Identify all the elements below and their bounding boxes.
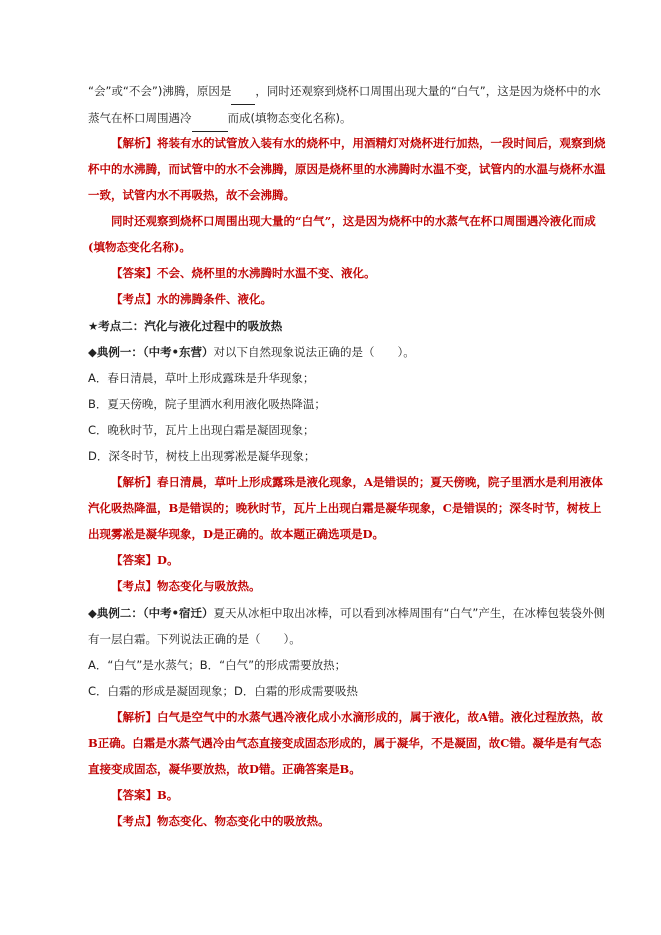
answer-1: 【答案】不会、烧杯里的水沸腾时水温不变、液化。 — [111, 266, 376, 280]
example-1-options — [88, 365, 608, 469]
example-1-heading: ◆典例一：（中考•东营） — [88, 345, 214, 359]
option-b: B．夏天傍晚，院子里洒水利用液化吸热降温； — [88, 397, 326, 411]
answer-blank — [231, 78, 255, 105]
analysis-1: 【解析】将装有水的试管放入装有水的烧杯中，用酒精灯对烧杯进行加热，一段时间后，观察到烧杯中的水沸腾，而试管中的水不会沸腾，原因是烧杯里的水沸腾时水温不变，试管内的水温与烧杯水温一致，试管内水不再吸热，故不会沸腾。 — [88, 136, 606, 202]
key-point-3: 【考点】物态变化、物态变化中的吸放热。 — [111, 814, 330, 828]
key-point-2: 【考点】物态变化与吸放热。 — [111, 579, 261, 593]
key-point-1: 【考点】水的沸腾条件、液化。 — [111, 292, 272, 306]
option-a: A．春日清晨，草叶上形成露珠是升华现象； — [88, 371, 315, 385]
options-c-d: C．白霜的形成是凝固现象；D．白霜的形成需要吸热 — [88, 684, 358, 698]
example-1-stem: ◆典例一：（中考•东营）对以下自然现象说法正确的是（ ）。 — [88, 345, 415, 359]
analysis-1-continued: 同时还观察到烧杯口周围出现大量的“白气”，这是因为烧杯中的水蒸气在杯口周围遇冷液化而成(填物态变化名称)。 — [88, 214, 596, 254]
section-title-2: ★考点二：汽化与液化过程中的吸放热 — [88, 319, 283, 333]
question-line-1: “会”或“不会”)沸腾，原因是 ，同时还观察到烧杯口周围出现大量的“白气”，这是因为烧杯中的水 — [88, 78, 608, 105]
example-2-options — [88, 652, 608, 704]
question-continuation — [88, 78, 608, 132]
answer-3: 【答案】B。 — [111, 788, 179, 802]
option-d: D．深冬时节，树枝上出现雾凇是凝华现象； — [88, 449, 316, 463]
answer-blank — [192, 105, 228, 132]
analysis-3: 【解析】白气是空气中的水蒸气遇冷液化成小水滴形成的，属于液化，故A错。液化过程放热，故B正确。白霜是水蒸气遇冷由气态直接变成固态形成的，属于凝华，不是凝固，故C错。凝华是有气态直接变成固态，凝华要放热，故D错。正确答案是B。 — [88, 710, 603, 776]
example-2-stem: ◆典例二：（中考•宿迁）夏天从冰柜中取出冰棒，可以看到冰棒周围有“白气”产生，在冰棒包装袋外侧有一层白霜。下列说法正确的是（ ）。 — [88, 606, 605, 646]
analysis-2: 【解析】春日清晨，草叶上形成露珠是液化现象，A是错误的；夏天傍晚，院子里洒水是利用液体汽化吸热降温，B是错误的；晚秋时节，瓦片上出现白霜是凝华现象，C是错误的；深冬时节，树枝上出现雾凇是凝华现象，D是正确的。故本题正确选项是D。 — [88, 475, 603, 541]
options-a-b: A．“白气”是水蒸气；B．“白气”的形成需要放热； — [88, 658, 347, 672]
question-line-2: 蒸气在杯口周围遇冷 而成(填物态变化名称)。 — [88, 105, 608, 132]
answer-2: 【答案】D。 — [111, 553, 179, 567]
option-c: C．晚秋时节，瓦片上出现白霜是凝固现象； — [88, 423, 315, 437]
example-2-heading: ◆典例二：（中考•宿迁） — [88, 606, 214, 620]
